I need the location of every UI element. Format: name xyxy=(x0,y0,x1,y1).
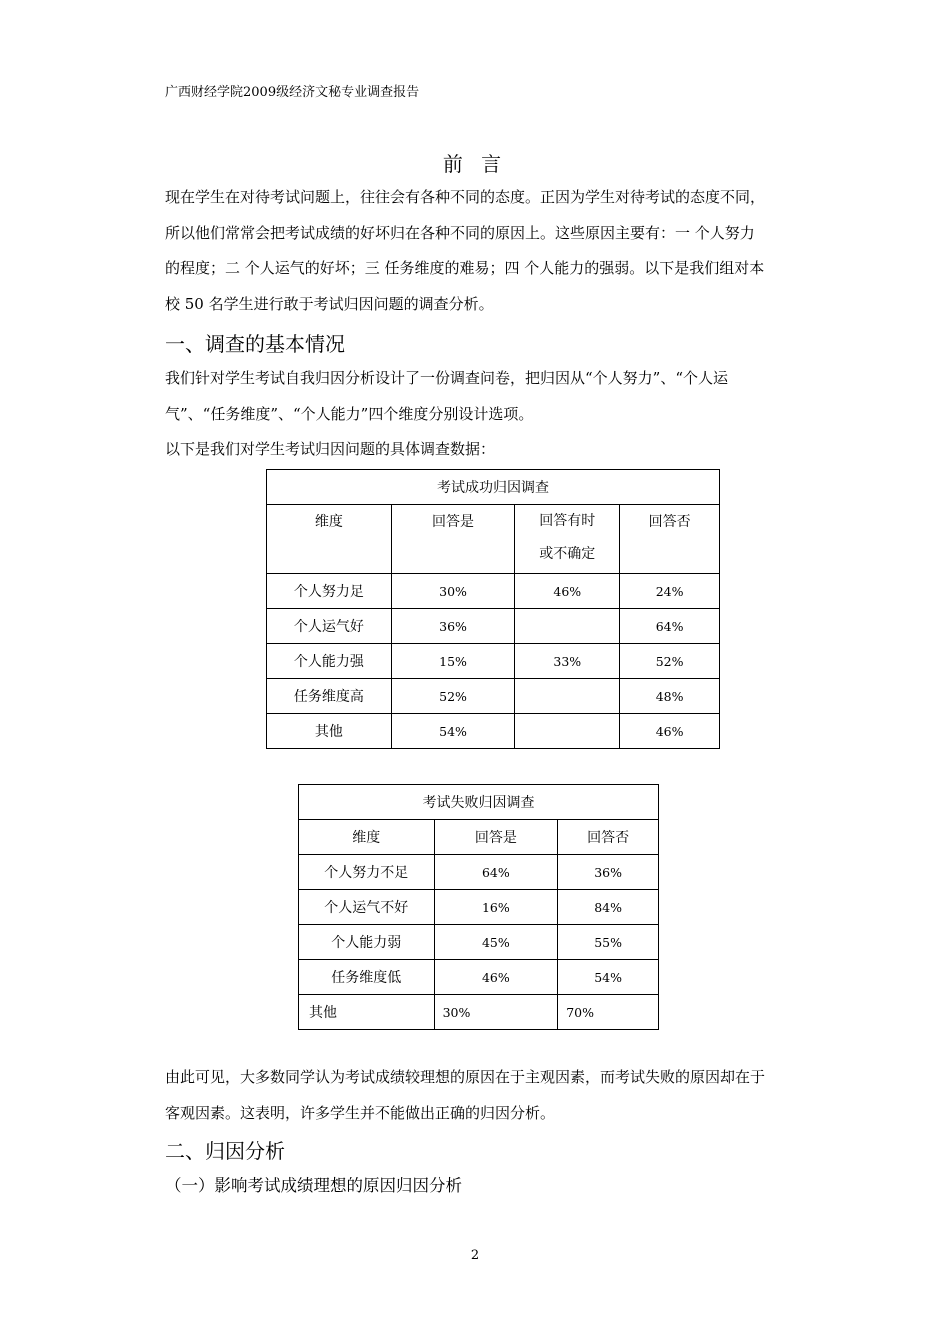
row-label: 任务维度低 xyxy=(299,960,435,995)
cell-no: 70% xyxy=(558,995,659,1030)
cell-yes: 15% xyxy=(391,644,515,679)
cell-unsure xyxy=(515,609,620,644)
cell-yes: 54% xyxy=(391,714,515,749)
cell-yes: 46% xyxy=(434,960,558,995)
table-row xyxy=(299,855,659,890)
section2-subheading: （一）影响考试成绩理想的原因归因分析 xyxy=(165,1176,462,1195)
conclusion-line: 由此可见，大多数同学认为考试成绩较理想的原因在于主观因素，而考试失败的原因却在于 xyxy=(165,1068,766,1086)
cell-no: 55% xyxy=(558,925,659,960)
page-number: 2 xyxy=(470,1248,480,1263)
conclusion-line: 客观因素。这表明，许多学生并不能做出正确的归因分析。 xyxy=(165,1103,556,1122)
page-header: 广西财经学院2009级经济文秘专业调查报告 xyxy=(165,85,420,100)
table-caption: 考试失败归因调查 xyxy=(299,785,659,820)
cell-no: 64% xyxy=(620,609,720,644)
column-header: 维度 xyxy=(299,820,435,855)
table-row xyxy=(267,679,720,714)
conclusion-paragraph xyxy=(165,1060,825,1131)
table-row xyxy=(267,609,720,644)
section1-line: 我们针对学生考试自我归因分析设计了一份调查问卷，把归因从“个人努力”、“个人运 xyxy=(165,369,729,387)
table-caption: 考试成功归因调查 xyxy=(267,470,720,505)
table-row xyxy=(267,644,720,679)
cell-yes: 52% xyxy=(391,679,515,714)
column-header-line: 回答有时 xyxy=(539,513,596,529)
table-row xyxy=(267,714,720,749)
failure-attribution-table xyxy=(298,784,659,1030)
column-header-line: 或不确定 xyxy=(539,546,596,562)
cell-unsure xyxy=(515,679,620,714)
row-label: 个人运气好 xyxy=(267,609,392,644)
cell-no: 36% xyxy=(558,855,659,890)
cell-no: 54% xyxy=(558,960,659,995)
row-label: 个人能力强 xyxy=(267,644,392,679)
row-label: 其他 xyxy=(267,714,392,749)
section1-heading: 一、调查的基本情况 xyxy=(165,332,345,356)
cell-unsure xyxy=(515,714,620,749)
row-label: 个人努力不足 xyxy=(299,855,435,890)
column-header xyxy=(515,505,620,574)
preface-line: 校 50 名学生进行敢于考试归因问题的调查分析。 xyxy=(165,294,494,313)
cell-no: 48% xyxy=(620,679,720,714)
cell-yes: 16% xyxy=(434,890,558,925)
preface-line: 现在学生在对待考试问题上，往往会有各种不同的态度。正因为学生对待考试的态度不同， xyxy=(165,188,766,206)
column-header: 回答是 xyxy=(434,820,558,855)
cell-unsure: 46% xyxy=(515,574,620,609)
cell-unsure: 33% xyxy=(515,644,620,679)
cell-no: 24% xyxy=(620,574,720,609)
preface-line: 的程度；二 个人运气的好坏；三 任务维度的难易；四 个人能力的强弱。以下是我们组对本 xyxy=(165,259,765,277)
success-attribution-table xyxy=(266,469,720,749)
preface-line: 所以他们常常会把考试成绩的好坏归在各种不同的原因上。这些原因主要有：一 个人努力 xyxy=(165,223,755,242)
preface-paragraph xyxy=(165,180,825,322)
column-header: 回答是 xyxy=(391,505,515,574)
table-row xyxy=(299,890,659,925)
table-row xyxy=(267,574,720,609)
cell-yes: 30% xyxy=(391,574,515,609)
table-row xyxy=(299,925,659,960)
row-label: 任务维度高 xyxy=(267,679,392,714)
row-label: 个人能力弱 xyxy=(299,925,435,960)
section1-paragraph xyxy=(165,361,825,468)
row-label: 个人运气不好 xyxy=(299,890,435,925)
row-label: 个人努力足 xyxy=(267,574,392,609)
cell-no: 46% xyxy=(620,714,720,749)
column-header: 维度 xyxy=(267,505,392,574)
row-label: 其他 xyxy=(299,995,435,1030)
column-header: 回答否 xyxy=(620,505,720,574)
cell-no: 52% xyxy=(620,644,720,679)
cell-yes: 45% xyxy=(434,925,558,960)
cell-yes: 30% xyxy=(434,995,558,1030)
cell-yes: 36% xyxy=(391,609,515,644)
table-row xyxy=(299,995,659,1030)
table-row xyxy=(299,960,659,995)
cell-no: 84% xyxy=(558,890,659,925)
column-header: 回答否 xyxy=(558,820,659,855)
section2-heading: 二、归因分析 xyxy=(165,1139,285,1163)
cell-yes: 64% xyxy=(434,855,558,890)
section1-line: 以下是我们对学生考试归因问题的具体调查数据： xyxy=(165,440,496,458)
preface-title: 前 言 xyxy=(442,152,508,176)
section1-line: 气”、“任务维度”、“个人能力”四个维度分别设计选项。 xyxy=(165,404,534,423)
